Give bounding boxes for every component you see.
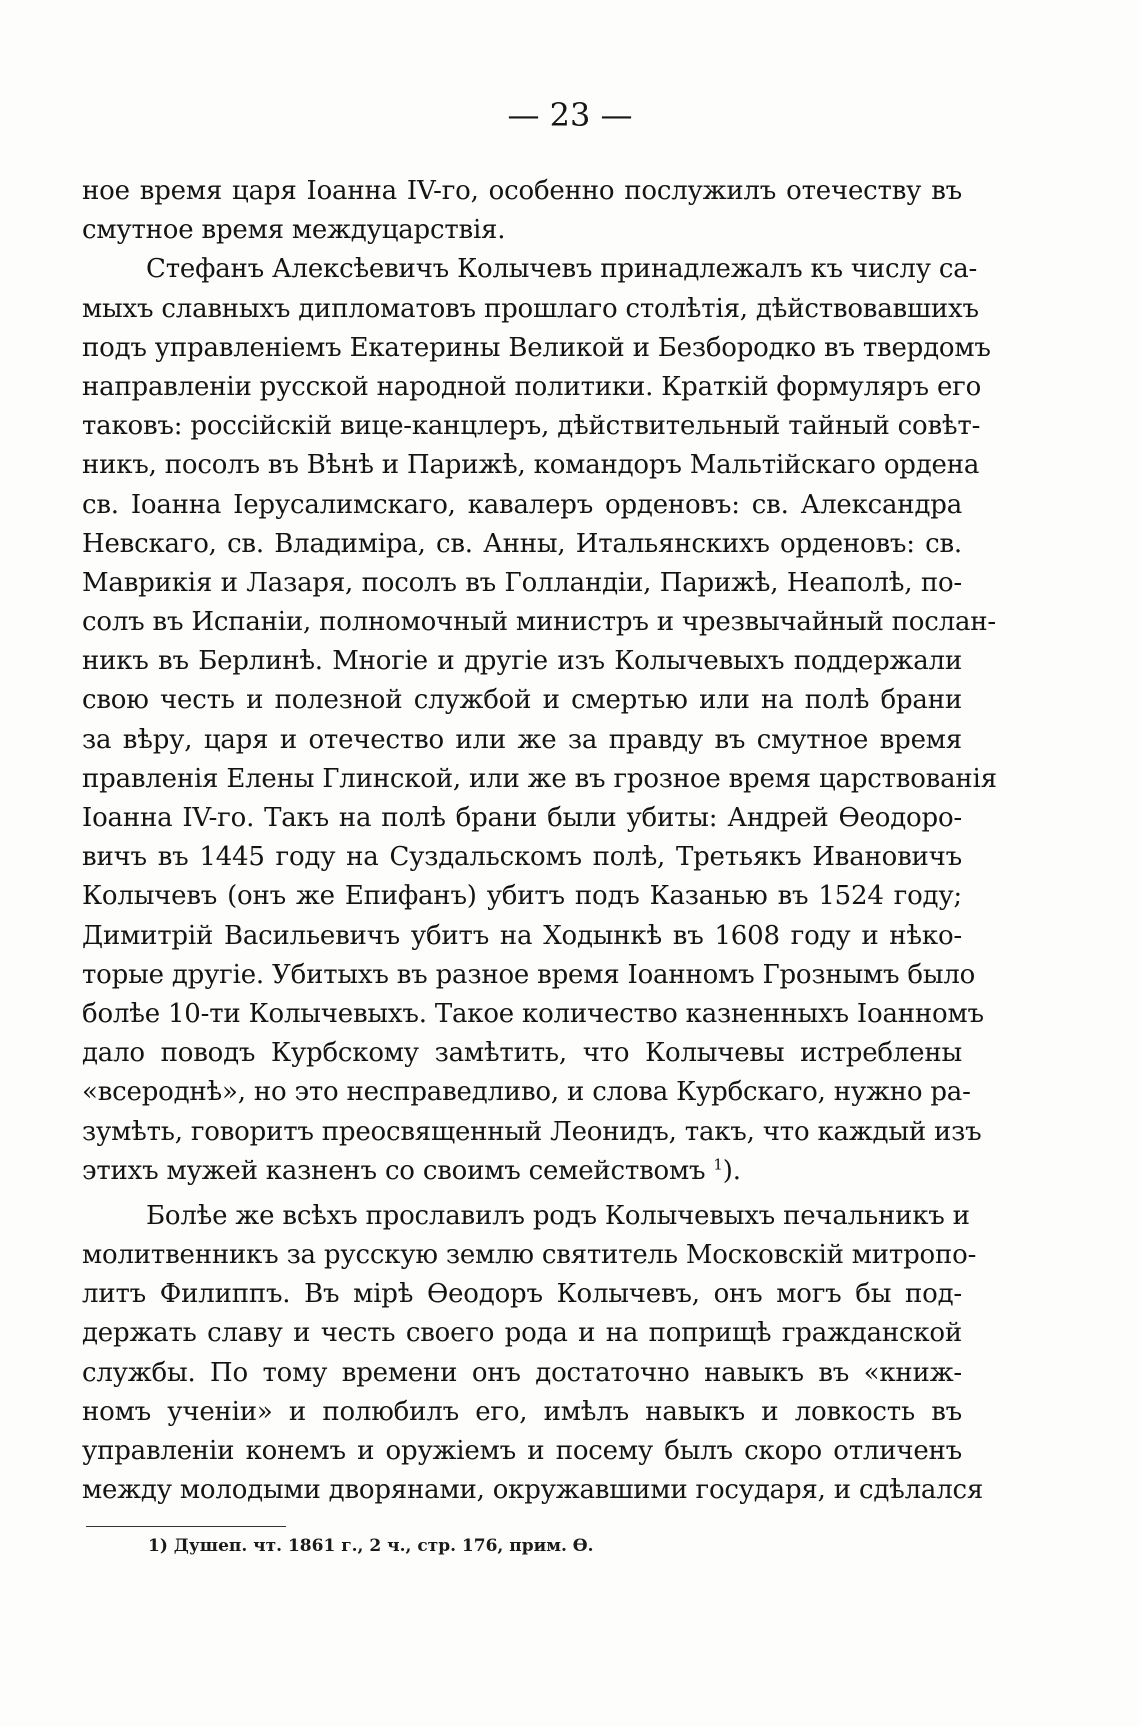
text-line: Димитрій Васильевичъ убитъ на Ходынкѣ въ 1608 году и нѣко- xyxy=(82,920,962,951)
text-line: Болѣе же всѣхъ прославилъ родъ Колычевыхъ печальникъ и xyxy=(146,1200,970,1231)
text-line: правленія Елены Глинской, или же въ грозное время царствованія xyxy=(82,763,997,794)
text-line: св. Іоанна Іерусалимскаго, кавалеръ орденовъ: св. Александра xyxy=(82,489,962,520)
text-line: молитвенникъ за русскую землю святитель Московскій митропо- xyxy=(82,1240,977,1271)
footnote-marker: 1) xyxy=(148,1536,168,1556)
text-line: солъ въ Испаніи, полномочный министръ и чрезвычайный послан- xyxy=(82,607,996,638)
text-line: свою честь и полезной службой и смертью или на полѣ брани xyxy=(82,685,962,716)
text-line: смутное время междуцарствія. xyxy=(82,215,506,246)
text-line: службы. По тому времени онъ достаточно навыкъ въ «книж- xyxy=(82,1357,962,1388)
footnote-divider xyxy=(86,1526,286,1527)
text-line: подъ управленіемъ Екатерины Великой и Безбородко въ твердомъ xyxy=(82,332,991,363)
text-line: Невскаго, св. Владиміра, св. Анны, Итальянскихъ орденовъ: св. xyxy=(82,528,962,559)
footnote-text: Душеп. чт. 1861 г., 2 ч., стр. 176, прим. Ѳ. xyxy=(173,1536,594,1556)
text-line: таковъ: россійскій вице-канцлеръ, дѣйствительный тайный совѣт- xyxy=(82,411,981,442)
text-line: зумѣть, говоритъ преосвященный Леонидъ, такъ, что каждый изъ xyxy=(82,1116,982,1147)
text-line: за вѣру, царя и отечество или же за правду въ смутное время xyxy=(82,724,962,755)
text-line: между молодыми дворянами, окружавшими государя, и сдѣлался xyxy=(82,1475,984,1506)
text-line: литъ Филиппъ. Въ мірѣ Ѳеодоръ Колычевъ, онъ могъ бы под- xyxy=(82,1279,962,1310)
text-line: «всероднѣ», но это несправедливо, и слова Курбскаго, нужно ра- xyxy=(82,1077,971,1108)
text-line-content: этихъ мужей казненъ со своимъ семействомъ xyxy=(82,1155,706,1186)
text-line: управленіи конемъ и оружіемъ и посему былъ скоро отличенъ xyxy=(82,1436,962,1466)
text-line: вичъ въ 1445 году на Суздальскомъ полѣ, Третьякъ Ивановичъ xyxy=(82,842,962,873)
footnote-reference-close: ). xyxy=(722,1155,741,1186)
text-line: Іоанна IV-го. Такъ на полѣ брани были убиты: Андрей Ѳеодоро- xyxy=(82,803,962,833)
text-line: торые другіе. Убитыхъ въ разное время Іоанномъ Грознымъ было xyxy=(82,959,976,990)
text-line: Стефанъ Алексѣевичъ Колычевъ принадлежалъ къ числу са- xyxy=(146,254,978,285)
text-line: держать славу и честь своего рода и на поприщѣ гражданской xyxy=(82,1318,962,1349)
page-number: — 23 — xyxy=(507,96,633,134)
footnote-reference: 1 xyxy=(713,1155,723,1174)
footnote xyxy=(148,1536,594,1556)
text-line: болѣе 10-ти Колычевыхъ. Такое количество казненныхъ Іоанномъ xyxy=(82,998,984,1029)
text-line: направленіи русской народной политики. Краткій формуляръ его xyxy=(82,371,982,402)
text-line: никъ, посолъ въ Вѣнѣ и Парижѣ, командоръ Мальтійскаго ордена xyxy=(82,450,980,481)
text-line: никъ въ Берлинѣ. Многіе и другіе изъ Колычевыхъ поддержали xyxy=(82,646,962,677)
text-line: Маврикія и Лазаря, посолъ въ Голландіи, Парижѣ, Неаполѣ, по- xyxy=(82,567,962,598)
text-line: дало поводъ Курбскому замѣтить, что Колычевы истреблены xyxy=(82,1038,962,1069)
text-line: номъ ученіи» и полюбилъ его, имѣлъ навыкъ и ловкость въ xyxy=(82,1396,962,1427)
text-line: ное время царя Іоанна IV-го, особенно послужилъ отечеству въ xyxy=(82,176,962,206)
text-line: Колычевъ (онъ же Епифанъ) убитъ подъ Казанью въ 1524 году; xyxy=(82,881,962,912)
text-line-with-footnote-ref xyxy=(82,1152,962,1191)
text-line: мыхъ славныхъ дипломатовъ прошлаго столѣтія, дѣйствовавшихъ xyxy=(82,293,979,324)
body-text xyxy=(82,172,997,1510)
